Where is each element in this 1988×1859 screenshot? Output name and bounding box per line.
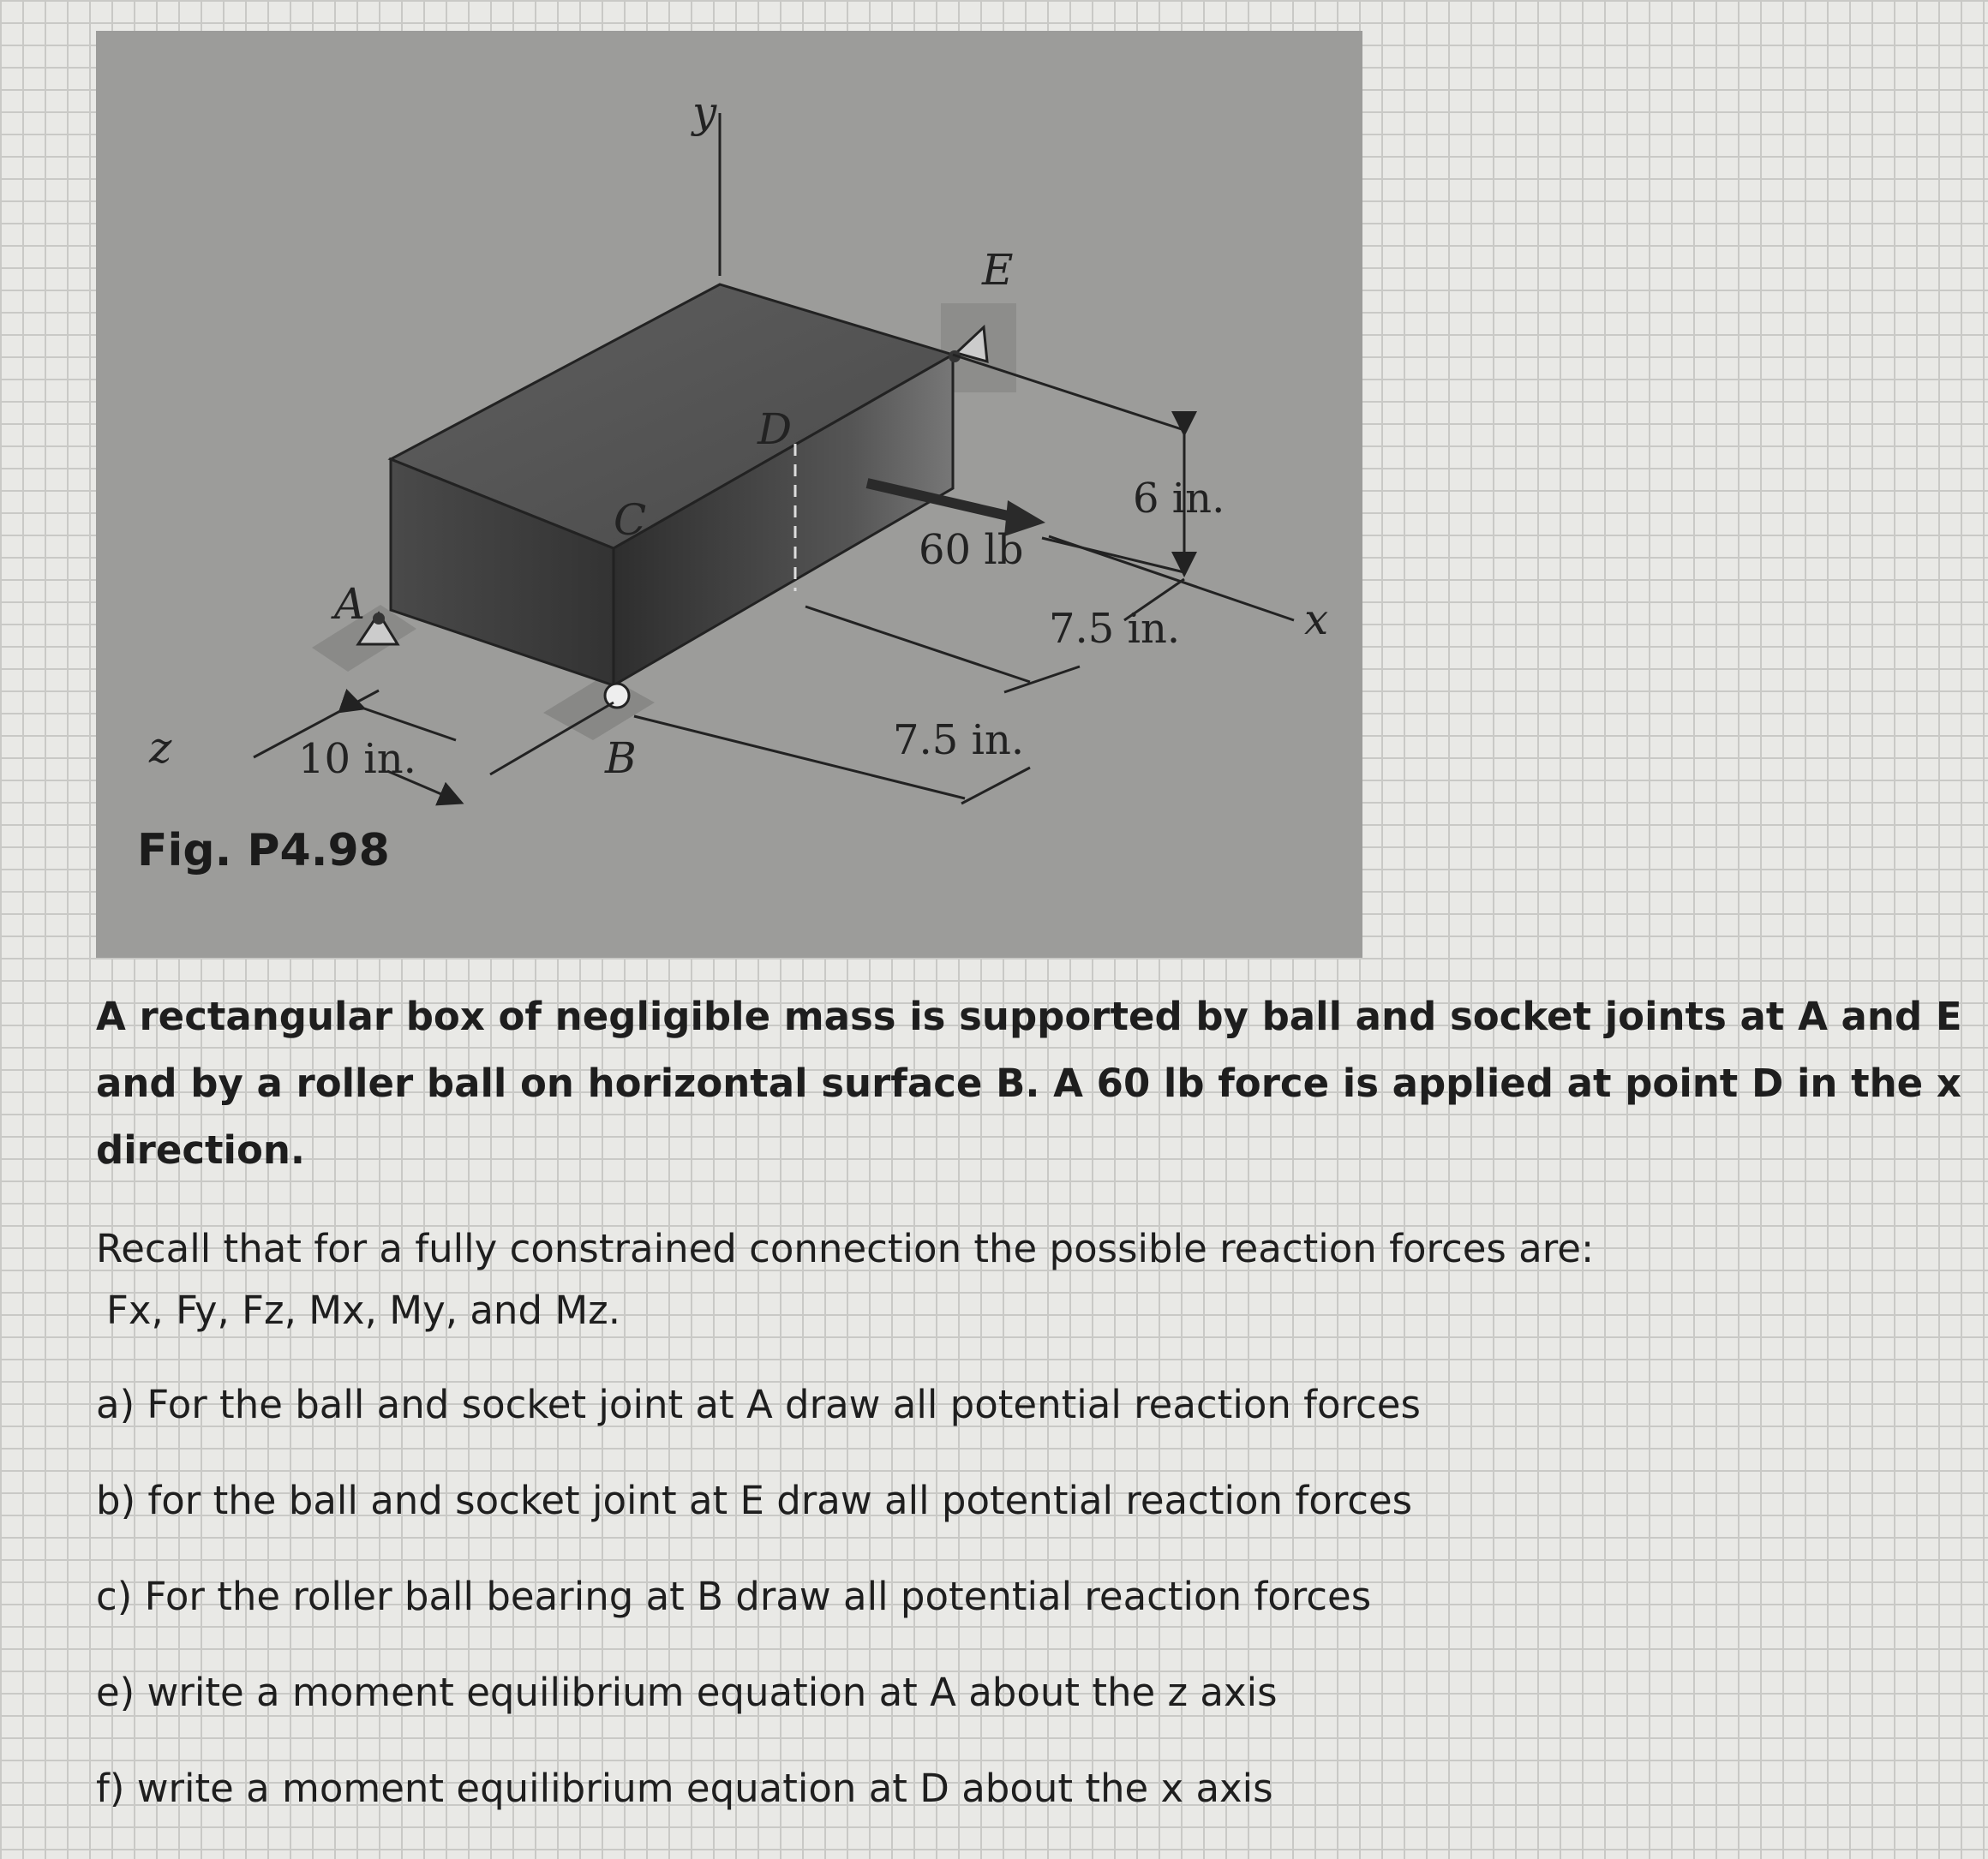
dimension-7-5in-upper-label: 7.5 in. xyxy=(1049,605,1181,653)
z-axis-label: z xyxy=(149,723,172,773)
figure-caption: Fig. P4.98 xyxy=(137,825,390,876)
dimension-6in-label: 6 in. xyxy=(1133,475,1225,523)
figure-panel xyxy=(96,31,1362,958)
question-c: c) For the roller ball bearing at B draw all potential reaction forces xyxy=(96,1574,1372,1619)
y-axis-label: y xyxy=(692,87,717,137)
recall-note xyxy=(96,1218,1981,1342)
problem-text xyxy=(96,983,1981,1859)
problem-statement: A rectangular box of negligible mass is supported by ball and socket joints at A and E and by a roller ball on horizontal surface B. A 60 lb force is applied at point D in the x direction. xyxy=(96,994,1962,1173)
point-c-label: C xyxy=(614,495,647,545)
recall-line-2: Fx, Fy, Fz, Mx, My, and Mz. xyxy=(106,1288,621,1333)
point-e-label: E xyxy=(982,245,1014,295)
point-a-label: A xyxy=(334,579,366,629)
x-axis-label: x xyxy=(1304,595,1329,644)
question-a: a) For the ball and socket joint at A draw all potential reaction forces xyxy=(96,1382,1421,1427)
dimension-7-5in-lower-label: 7.5 in. xyxy=(893,716,1025,764)
question-f: f) write a moment equilibrium equation at D about the x axis xyxy=(96,1766,1273,1811)
point-b-label: B xyxy=(605,733,637,783)
force-60lb-label: 60 lb xyxy=(919,526,1024,574)
question-b: b) for the ball and socket joint at E draw all potential reaction forces xyxy=(96,1478,1413,1523)
box-diagram xyxy=(96,31,1362,958)
dimension-10in-label: 10 in. xyxy=(298,735,416,783)
recall-line-1: Recall that for a fully constrained connection the possible reaction forces are: xyxy=(96,1226,1595,1271)
question-e: e) write a moment equilibrium equation at A about the z axis xyxy=(96,1670,1278,1715)
point-d-label: D xyxy=(757,404,793,454)
question-list xyxy=(96,1379,1981,1859)
